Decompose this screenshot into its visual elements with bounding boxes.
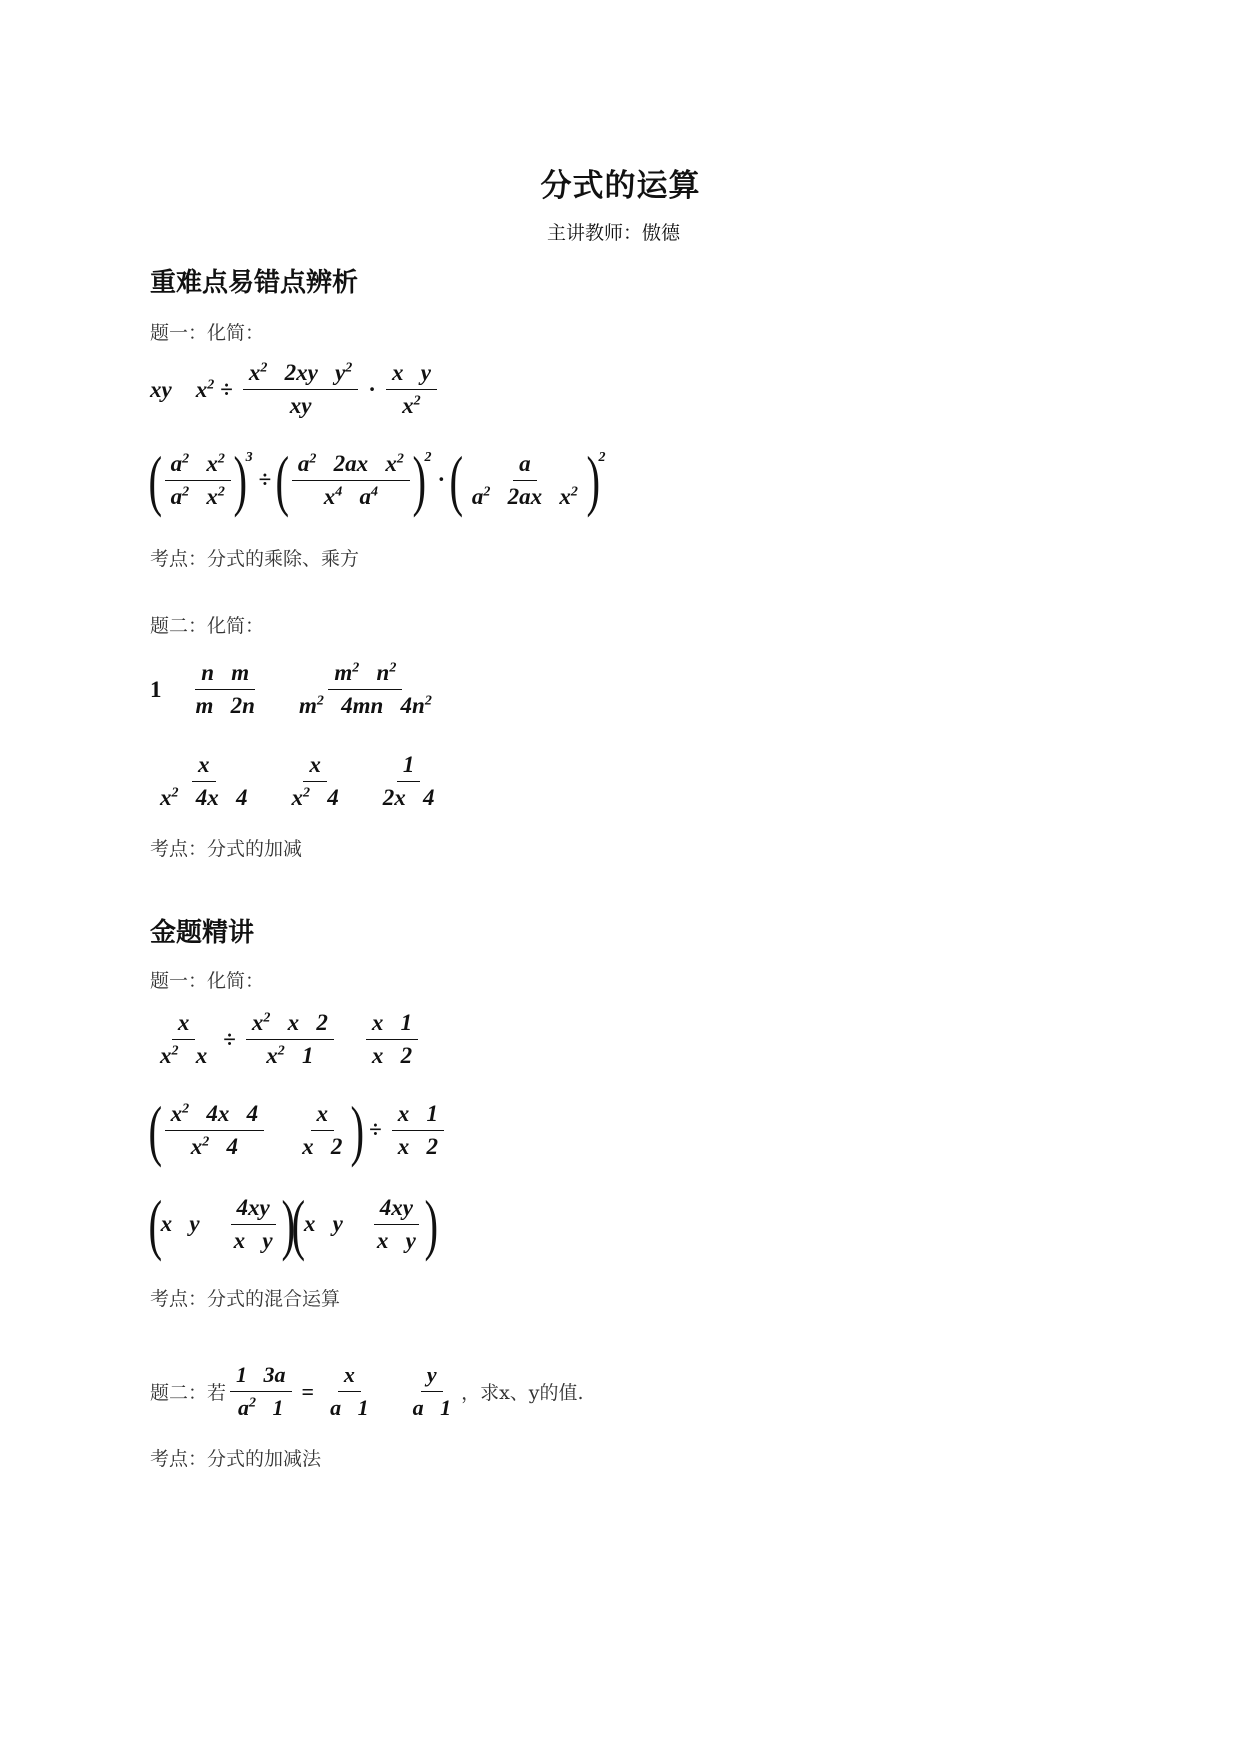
s1-q2-expression-1: 1 $\frac{\text{n m}}{m 2n}$ $\frac{m^2 n^2}{m^2 4mn 4n^2}$ xyxy=(150,660,432,718)
s1-q1-expression-2: ( $\frac{a^2 x^2}{a^2 x^2}$ ) 3 ÷ ( $\frac{a^2 2ax x^2}{x^4 a^4}$ ) 2 · ( $\frac{a}{a^2 2ax x^2}$ ) 2 xyxy=(148,442,606,518)
s1-q2-expression-2: $\frac{x}{x^2 4x 4}$ $\frac{x}{x^2 4}$ $\frac{1}{2x 4}$ xyxy=(160,752,435,810)
s2-q2-statement: 题二：若 $\frac{1 3a}{a^2 1}$ = $\frac{x}{a 1}$ $\frac{y}{a 1}$ ，求x、y的值. xyxy=(150,1362,584,1420)
s2-q1-label: 题一：化简： xyxy=(150,970,265,992)
s1-q2-topic: 考点：分式的加减 xyxy=(150,838,303,860)
s2-q1-expression-3: ( x y $\frac{4xy}{\text{x y}}$ ) ( x y $\frac{4xy}{\text{x y}}$ ) xyxy=(148,1186,438,1262)
page-title: 分式的运算 xyxy=(540,168,701,204)
s1-q1-label: 题一：化简： xyxy=(150,322,265,344)
section-heading-difficult-points: 重难点易错点辨析 xyxy=(150,268,359,298)
s2-q1-expression-1: $\frac{x}{x^2 x}$ ÷ $\frac{x^2 x 2}{x^2 1}$ $\frac{x 1}{x 2}$ xyxy=(150,1010,422,1069)
s1-q2-label: 题二：化简： xyxy=(150,615,265,637)
page-subtitle: 主讲教师：傲德 xyxy=(547,222,681,244)
s1-q1-expression-1: xy $x^2$ ÷ $\frac{x^2 2xy y^2}{xy}$ · $\frac{\text{x y}}{x^2}$ xyxy=(150,360,441,419)
s2-q2-topic: 考点：分式的加减法 xyxy=(150,1448,322,1470)
s2-q1-expression-2: ( $\frac{x^2 4x 4}{x^2 4}$ $\frac{x}{x 2}$ ) ÷ $\frac{x 1}{x 2}$ xyxy=(150,1100,448,1160)
s1-q1-topic: 考点：分式的乘除、乘方 xyxy=(150,548,360,570)
s2-q1-topic: 考点：分式的混合运算 xyxy=(150,1288,341,1310)
s2-q2-label-suffix: ，求x、y的值. xyxy=(461,1382,584,1404)
s2-q2-label-prefix: 题二：若 xyxy=(150,1382,227,1404)
section-heading-key-problems: 金题精讲 xyxy=(150,918,255,948)
